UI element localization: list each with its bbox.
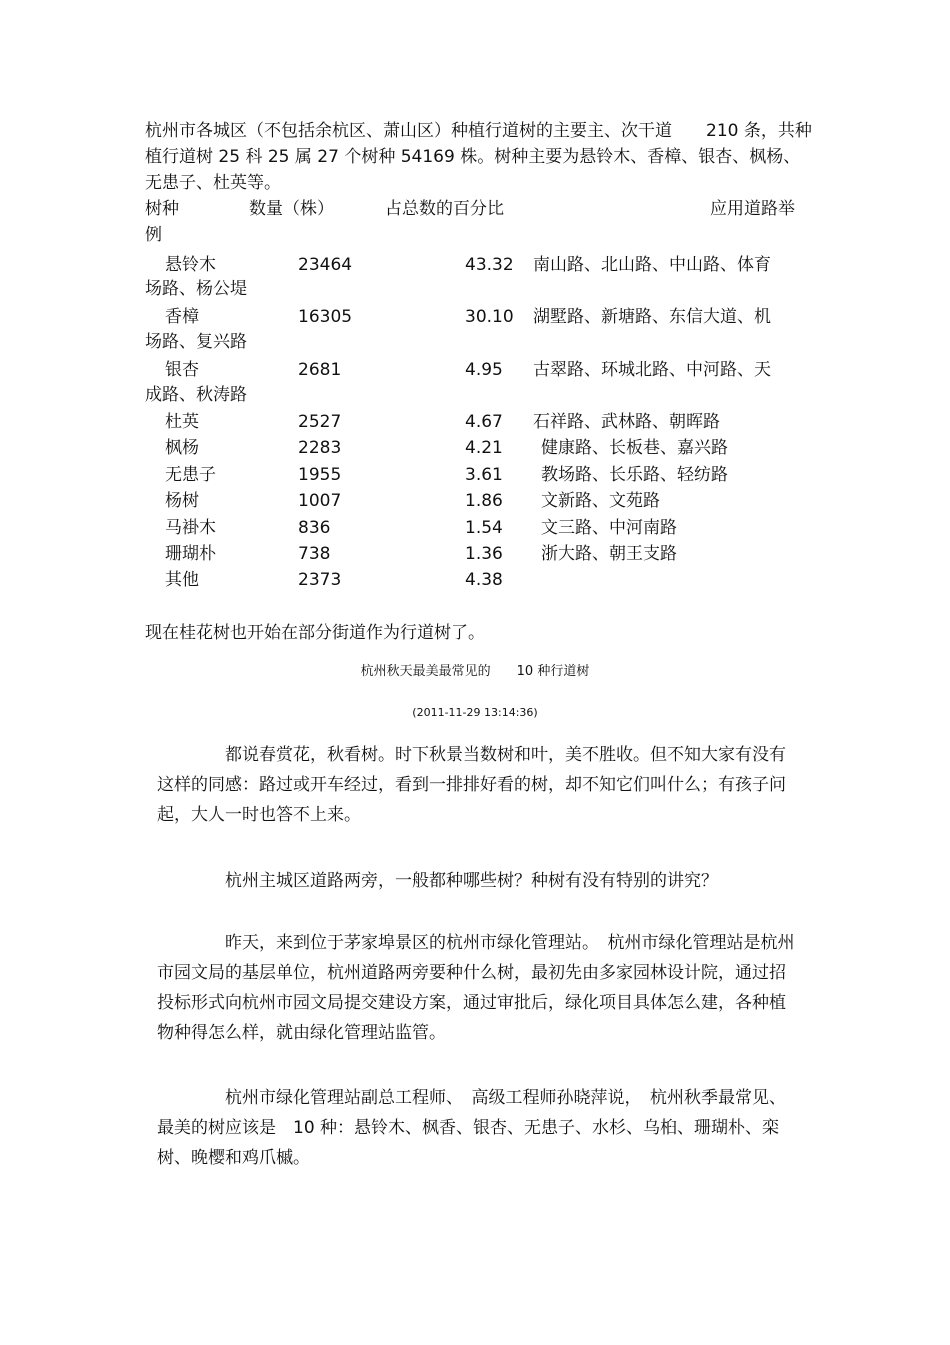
roads-continuation: 成路、秋涛路 <box>145 385 247 405</box>
species-roads: 健康路、长板巷、嘉兴路 <box>541 438 728 458</box>
table-row <box>145 567 815 593</box>
article-date: (2011-11-29 13:14:36) <box>412 706 538 719</box>
table-row <box>145 357 815 383</box>
species-percent: 4.38 <box>465 570 503 590</box>
species-name: 其他 <box>165 570 199 590</box>
species-count: 2527 <box>298 412 342 432</box>
species-percent: 43.32 <box>465 255 514 275</box>
article-paragraph: 杭州市绿化管理站副总工程师、 高级工程师孙晓萍说， 杭州秋季最常见、最美的树应该是 10 种：悬铃木、枫香、银杏、无患子、水杉、乌桕、珊瑚朴、栾树、晚樱和鸡爪槭。 <box>157 1088 786 1168</box>
species-percent: 4.67 <box>465 412 503 432</box>
species-percent: 3.61 <box>465 465 503 485</box>
species-count: 2681 <box>298 360 342 380</box>
species-count: 2283 <box>298 438 342 458</box>
table-row <box>145 515 815 541</box>
table-row <box>145 252 815 278</box>
species-name: 马褂木 <box>165 518 216 538</box>
species-percent: 1.36 <box>465 544 503 564</box>
roads-continuation: 场路、复兴路 <box>145 332 247 352</box>
species-count: 23464 <box>298 255 353 275</box>
table-row <box>145 488 815 514</box>
species-name: 香樟 <box>165 307 199 327</box>
species-name: 枫杨 <box>165 438 199 458</box>
species-count: 1007 <box>298 491 342 511</box>
species-roads: 浙大路、朝王支路 <box>541 544 677 564</box>
roads-continuation: 场路、杨公堤 <box>145 279 247 299</box>
table-row <box>145 541 815 567</box>
species-roads: 古翠路、环城北路、中河路、天 <box>533 360 771 380</box>
table-header <box>145 196 815 222</box>
species-percent: 4.95 <box>465 360 503 380</box>
species-count: 16305 <box>298 307 353 327</box>
table-row <box>145 462 815 488</box>
species-count: 836 <box>298 518 331 538</box>
table-row <box>145 304 815 330</box>
table-row <box>145 435 815 461</box>
species-percent: 1.54 <box>465 518 503 538</box>
species-percent: 1.86 <box>465 491 503 511</box>
species-count: 1955 <box>298 465 342 485</box>
article-paragraph: 昨天，来到位于茅家埠景区的杭州市绿化管理站。 杭州市绿化管理站是杭州市园文局的基层单位，杭州道路两旁要种什么树，最初先由多家园林设计院，通过招投标形式向杭州市园文局提交建设方案，通过审批后，绿化项目具体怎么建，各种植物种得怎么样，就由绿化管理站监管。 <box>157 933 795 1043</box>
article-title: 杭州秋天最美最常见的 10 种行道树 <box>360 664 590 679</box>
article-paragraph: 杭州主城区道路两旁，一般都种哪些树？种树有没有特别的讲究？ <box>225 871 718 891</box>
species-count: 2373 <box>298 570 342 590</box>
table-row <box>145 409 815 435</box>
header-percent: 占总数的百分比 <box>385 199 504 219</box>
species-roads: 文三路、中河南路 <box>541 518 677 538</box>
species-roads: 文新路、文苑路 <box>541 491 660 511</box>
species-name: 银杏 <box>165 360 199 380</box>
species-percent: 4.21 <box>465 438 503 458</box>
species-name: 珊瑚朴 <box>165 544 216 564</box>
species-name: 杜英 <box>165 412 199 432</box>
intro-paragraph: 杭州市各城区（不包括余杭区、萧山区）种植行道树的主要主、次干道 210 条，共种植行道树 25 科 25 属 27 个树种 54169 株。树种主要为悬铃木、香樟、银杏、枫杨、无患子、杜英等。 <box>145 121 812 193</box>
species-name: 杨树 <box>165 491 199 511</box>
header-count: 数量（株） <box>249 199 334 219</box>
species-name: 无患子 <box>165 465 216 485</box>
header-continuation: 例 <box>145 225 162 245</box>
species-name: 悬铃木 <box>165 255 216 275</box>
article-paragraph: 都说春赏花，秋看树。时下秋景当数树和叶，美不胜收。但不知大家有没有这样的同感：路过或开车经过，看到一排排好看的树，却不知它们叫什么；有孩子问起，大人一时也答不上来。 <box>157 745 786 825</box>
species-roads: 石祥路、武林路、朝晖路 <box>533 412 720 432</box>
header-species: 树种 <box>145 199 179 219</box>
species-roads: 湖墅路、新塘路、东信大道、机 <box>533 307 771 327</box>
species-count: 738 <box>298 544 331 564</box>
header-roads: 应用道路举 <box>710 199 795 219</box>
note-paragraph: 现在桂花树也开始在部分街道作为行道树了。 <box>145 623 485 643</box>
species-roads: 教场路、长乐路、轻纺路 <box>541 465 728 485</box>
species-roads: 南山路、北山路、中山路、体育 <box>533 255 771 275</box>
species-percent: 30.10 <box>465 307 514 327</box>
